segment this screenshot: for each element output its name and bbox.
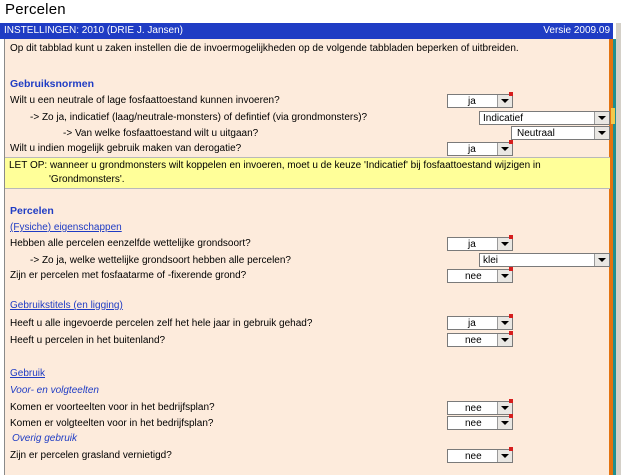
chevron-down-icon[interactable] — [594, 254, 609, 266]
header-bar — [0, 23, 613, 39]
comment-marker-icon — [509, 235, 513, 239]
comment-marker-icon — [509, 447, 513, 451]
hele-jaar-dropdown[interactable] — [447, 316, 513, 330]
question-welke-grondsoort: -> Zo ja, welke wettelijke grondsoort hebben alle percelen? — [30, 255, 291, 266]
question-indicatief: -> Zo ja, indicatief (laag/neutrale-monsters) of defintief (via grondmonsters)? — [30, 112, 368, 123]
subsection-overig-gebruik: Overig gebruik — [12, 433, 78, 444]
dropdown-value: klei — [483, 255, 499, 266]
note-line-1: LET OP: wanneer u grondmonsters wilt koppelen en invoeren, moet u de keuze 'Indicatief' bij fosfaattoestand wijzigen in — [9, 160, 541, 171]
subsection-fysieke-eigenschappen: (Fysiche) eigenschappen — [10, 222, 122, 233]
comment-marker-icon — [509, 140, 513, 144]
comment-marker-icon — [509, 314, 513, 318]
section-gebruiksnormen: Gebruiksnormen — [10, 78, 95, 90]
fosfaat-uitgaan-dropdown[interactable] — [511, 126, 610, 140]
derogatie-dropdown[interactable] — [447, 142, 513, 156]
dropdown-value: ja — [468, 144, 476, 155]
chevron-down-icon[interactable] — [497, 334, 512, 346]
chevron-down-icon[interactable] — [497, 417, 512, 429]
question-hele-jaar: Heeft u alle ingevoerde percelen zelf het hele jaar in gebruik gehad? — [10, 318, 313, 329]
settings-title: INSTELLINGEN: 2010 (DRIE J. Jansen) — [4, 25, 183, 36]
chevron-down-icon[interactable] — [497, 270, 512, 282]
page-title: Percelen — [5, 1, 66, 18]
buitenland-dropdown[interactable] — [447, 333, 513, 347]
question-fosfaattoestand: Wilt u een neutrale of lage fosfaattoestand kunnen invoeren? — [10, 95, 280, 106]
question-voorteelten: Komen er voorteelten voor in het bedrijfsplan? — [10, 402, 215, 413]
chevron-down-icon[interactable] — [594, 112, 609, 124]
subsection-gebruik: Gebruik — [10, 368, 46, 379]
question-buitenland: Heeft u percelen in het buitenland? — [10, 335, 166, 346]
comment-marker-icon — [509, 331, 513, 335]
fosfaattoestand-dropdown[interactable] — [447, 94, 513, 108]
indicatief-dropdown[interactable] — [479, 111, 610, 125]
dropdown-value: ja — [468, 318, 476, 329]
subsection-gebruikstitels: Gebruikstitels (en ligging) — [10, 300, 123, 311]
dropdown-value: nee — [465, 451, 482, 462]
intro-text: Op dit tabblad kunt u zaken instellen die de invoermogelijkheden op de volgende tabbladen beperken of uitbreiden. — [10, 43, 519, 54]
chevron-down-icon[interactable] — [497, 450, 512, 462]
dropdown-value: ja — [468, 239, 476, 250]
section-percelen: Percelen — [10, 205, 54, 217]
scrollbar-track[interactable] — [616, 23, 621, 475]
question-grasland: Zijn er percelen grasland vernietigd? — [10, 450, 172, 461]
dropdown-value: Neutraal — [517, 128, 555, 139]
dropdown-value: ja — [468, 96, 476, 107]
chevron-down-icon[interactable] — [497, 317, 512, 329]
volgteelten-dropdown[interactable] — [447, 416, 513, 430]
comment-marker-icon — [509, 92, 513, 96]
version-label: Versie 2009.09 — [543, 25, 610, 36]
chevron-down-icon[interactable] — [497, 238, 512, 250]
chevron-down-icon[interactable] — [497, 143, 512, 155]
chevron-down-icon[interactable] — [497, 402, 512, 414]
grondsoort-dropdown[interactable] — [447, 237, 513, 251]
comment-marker-icon — [509, 414, 513, 418]
dropdown-value: nee — [465, 271, 482, 282]
warning-note — [5, 157, 610, 189]
fosfaatarm-dropdown[interactable] — [447, 269, 513, 283]
comment-marker-icon — [509, 399, 513, 403]
welke-grondsoort-dropdown[interactable] — [479, 253, 610, 267]
question-grondsoort: Hebben alle percelen eenzelfde wettelijke grondsoort? — [10, 238, 251, 249]
note-line-2: 'Grondmonsters'. — [49, 174, 125, 185]
comment-marker-icon — [509, 267, 513, 271]
question-volgteelten: Komen er volgteelten voor in het bedrijfsplan? — [10, 418, 214, 429]
dropdown-value: Indicatief — [483, 113, 524, 124]
grasland-dropdown[interactable] — [447, 449, 513, 463]
question-fosfaat-uitgaan: -> Van welke fosfaattoestand wilt u uitgaan? — [63, 128, 259, 139]
dropdown-value: nee — [465, 335, 482, 346]
question-fosfaatarm: Zijn er percelen met fosfaatarme of -fixerende grond? — [10, 270, 247, 281]
dropdown-value: nee — [465, 418, 482, 429]
question-derogatie: Wilt u indien mogelijk gebruik maken van derogatie? — [10, 143, 242, 154]
subsection-voor-volgteelten: Voor- en volgteelten — [10, 385, 99, 396]
voorteelten-dropdown[interactable] — [447, 401, 513, 415]
chevron-down-icon[interactable] — [594, 127, 609, 139]
chevron-down-icon[interactable] — [497, 95, 512, 107]
selection-marker — [611, 108, 615, 124]
dropdown-value: nee — [465, 403, 482, 414]
